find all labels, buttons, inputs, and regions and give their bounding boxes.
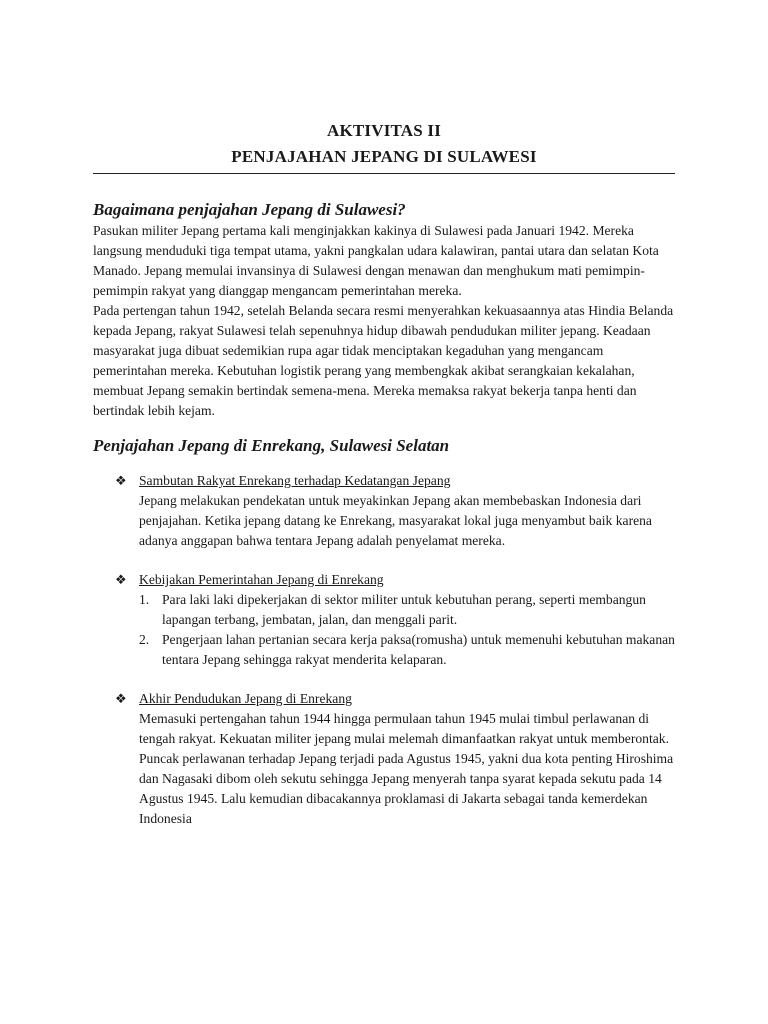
title-line-1: AKTIVITAS II — [326, 121, 442, 140]
diamond-bullet-icon: ❖ — [115, 691, 127, 706]
paragraph-1: Pasukan militer Jepang pertama kali menginjakkan kakinya di Sulawesi pada Januari 1942. Mereka langsung menduduki tiga tempat utama, yakni pangkalan udara kalawiran, pantai utara dan selatan Kota Manado. Jepang memulai invansinya di Sulawesi dengan menawan dan menghukum mati pemimpin-pemimpin rakyat yang dianggap mengancam pemerintahan mereka. — [93, 223, 659, 298]
diamond-bullet-icon: ❖ — [115, 572, 127, 587]
diamond-bullet-icon: ❖ — [115, 473, 127, 488]
list-item-text: Para laki laki dipekerjakan di sektor militer untuk kebutuhan perang, seperti membangun lapangan terbang, jembatan, jalan, dan menggali parit. — [162, 592, 646, 627]
list-item-number: 1. — [139, 592, 150, 607]
title-line-2: PENJAJAHAN JEPANG DI SULAWESI — [231, 147, 537, 166]
list-item — [139, 630, 675, 670]
bullet-text-sambutan: Jepang melakukan pendekatan untuk meyakinkan Jepang akan membebaskan Indonesia dari penjajahan. Ketika jepang datang ke Enrekang, masyarakat lokal juga menyambut baik karena adanya anggapan bahwa tentara Jepang adalah penyelamat mereka. — [139, 493, 652, 548]
policy-list — [139, 590, 675, 670]
bullet-title-sambutan: Sambutan Rakyat Enrekang terhadap Kedatangan Jepang — [139, 473, 451, 488]
section-heading-enrekang: Penjajahan Jepang di Enrekang, Sulawesi Selatan — [93, 436, 450, 455]
list-item-number: 2. — [139, 632, 150, 647]
bullet-section-sambutan — [93, 471, 675, 551]
bullet-section-akhir — [93, 689, 675, 829]
paragraph-2: Pada pertengan tahun 1942, setelah Belanda secara resmi menyerahkan kekuasaannya atas Hindia Belanda kepada Jepang, rakyat Sulawesi telah sepenuhnya hidup dibawah pendudukan militer jepang. Keadaan masyarakat juga dibuat sedemikian rupa agar tidak menciptakan kegaduhan yang mengancam pemerintahan mereka. Kebutuhan logistik perang yang membengkak akibat serangkaian kekalahan, membuat Jepang semakin bertindak semena-mena. Mereka memaksa rakyat bekerja tanpa henti dan bertindak lebih kejam. — [93, 303, 674, 418]
bullet-text-akhir: Memasuki pertengahan tahun 1944 hingga permulaan tahun 1945 mulai timbul perlawanan di tengah rakyat. Kekuatan militer jepang mulai melemah dimanfaatkan rakyat untuk memberontak. Puncak perlawanan terhadap Jepang terjadi pada Agustus 1945, yakni dua kota penting Hiroshima dan Nagasaki dibom oleh sekutu sehingga Jepang menyerah tanpa syarat kepada sekutu pada 14 Agustus 1945. Lalu kemudian dibacakannya proklamasi di Jakarta sebagai tanda kemerdekan Indonesia — [139, 711, 674, 826]
document-page — [93, 118, 675, 829]
document-title — [93, 118, 675, 170]
bullet-title-akhir: Akhir Pendudukan Jepang di Enrekang — [139, 691, 352, 706]
bullet-title-kebijakan: Kebijakan Pemerintahan Jepang di Enrekang — [139, 572, 384, 587]
title-divider — [93, 173, 675, 174]
bullet-section-kebijakan — [93, 570, 675, 670]
list-item — [139, 590, 675, 630]
list-item-text: Pengerjaan lahan pertanian secara kerja paksa(romusha) untuk memenuhi kebutuhan makanan tentara Jepang sehingga rakyat menderita kelaparan. — [162, 632, 675, 667]
section-heading-sulawesi: Bagaimana penjajahan Jepang di Sulawesi? — [93, 200, 406, 219]
